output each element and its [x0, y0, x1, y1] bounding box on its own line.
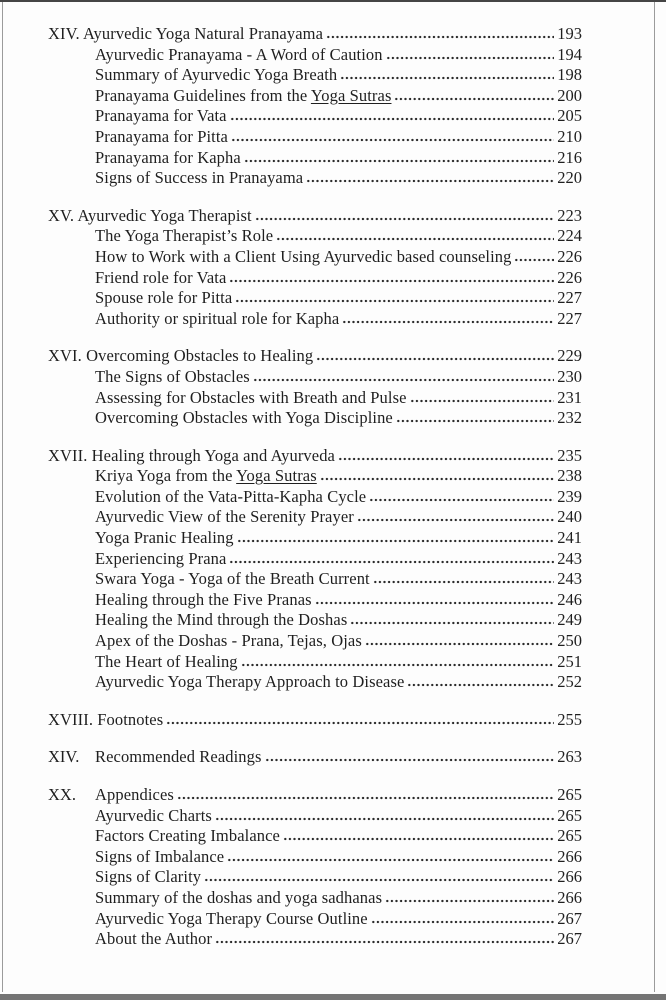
- page-number: 216: [557, 147, 582, 167]
- roman-numeral: XX.: [48, 785, 76, 804]
- toc-entry-title: How to Work with a Client Using Ayurvedic based counseling: [95, 246, 512, 266]
- toc-entry: [48, 610, 582, 631]
- toc-entry: [48, 867, 582, 888]
- toc-entry-title: Healing the Mind through the Doshas: [95, 610, 348, 630]
- dot-leader: [514, 258, 554, 262]
- page-number: 263: [557, 747, 582, 767]
- toc-entry: [48, 309, 582, 330]
- dot-leader: [369, 498, 554, 502]
- page-number: 226: [557, 267, 582, 287]
- toc-entry-title: The Signs of Obstacles: [95, 366, 250, 386]
- page-number: 249: [557, 610, 582, 630]
- page-number: 241: [557, 528, 582, 548]
- page-left-edge-line: [2, 2, 3, 992]
- toc-entry: [48, 631, 582, 652]
- toc-section: [48, 206, 582, 330]
- toc-entry: [48, 528, 582, 549]
- roman-numeral: XIV.: [48, 747, 80, 767]
- dot-leader: [365, 642, 554, 646]
- dot-leader: [215, 940, 554, 944]
- toc-entry-title: Spouse role for Pitta: [95, 288, 233, 308]
- page-number: 265: [557, 785, 582, 804]
- toc-entry-title: XV. Ayurvedic Yoga Therapist: [48, 205, 252, 225]
- page-right-edge-line: [654, 2, 655, 992]
- toc-entry: [48, 408, 582, 429]
- toc-entry: [48, 148, 582, 169]
- toc-entry: [48, 507, 582, 528]
- page-top-edge-line: [0, 0, 666, 2]
- page-number: 210: [557, 126, 582, 146]
- dot-leader: [410, 399, 554, 403]
- dot-leader: [357, 518, 554, 522]
- table-of-contents: [48, 24, 582, 950]
- toc-entry: [48, 106, 582, 127]
- toc-entry-title: Recommended Readings: [95, 747, 262, 767]
- toc-entry-title: Appendices: [95, 785, 174, 804]
- dot-leader: [385, 899, 554, 903]
- page-number: 243: [557, 548, 582, 568]
- page-number: 243: [557, 569, 582, 589]
- toc-section: [48, 24, 582, 189]
- dot-leader: [316, 357, 554, 361]
- toc-entry: [48, 847, 582, 868]
- page-number: 227: [557, 308, 582, 328]
- toc-entry: [48, 65, 582, 86]
- toc-entry: [48, 388, 582, 409]
- dot-leader: [394, 97, 554, 101]
- page-number: 238: [557, 466, 582, 486]
- toc-entry-title: Ayurvedic Yoga Therapy Course Outline: [95, 908, 368, 928]
- page-number: 227: [557, 288, 582, 308]
- dot-leader: [255, 217, 554, 221]
- toc-entry: [48, 672, 582, 693]
- toc-entry-title: Kriya Yoga from the Yoga Sutras: [95, 466, 317, 486]
- toc-entry: [48, 569, 582, 590]
- page-number: 251: [557, 651, 582, 671]
- toc-entry-title: Friend role for Vata: [95, 267, 227, 287]
- dot-leader: [265, 758, 554, 762]
- toc-entry: [48, 268, 582, 289]
- dot-leader: [342, 320, 554, 324]
- dot-leader: [320, 477, 554, 481]
- toc-section: [48, 710, 582, 731]
- page-number: 200: [557, 85, 582, 105]
- toc-entry: [48, 487, 582, 508]
- dot-leader: [215, 817, 554, 821]
- dot-leader: [244, 159, 554, 163]
- page-number: 220: [557, 168, 582, 188]
- page-number: 252: [557, 672, 582, 692]
- toc-entry: [48, 466, 582, 487]
- toc-entry: [48, 127, 582, 148]
- page-number: 235: [557, 445, 582, 465]
- toc-entry-title: Summary of Ayurvedic Yoga Breath: [95, 65, 338, 85]
- toc-entry-title: Swara Yoga - Yoga of the Breath Current: [95, 569, 370, 589]
- toc-section: [48, 446, 582, 693]
- toc-entry-title: Pranayama for Vata: [95, 106, 227, 126]
- dot-leader: [230, 117, 554, 121]
- toc-entry-title: Factors Creating Imbalance: [95, 826, 280, 846]
- toc-entry-title: Ayurvedic Charts: [95, 805, 212, 825]
- toc-entry-title: Assessing for Obstacles with Breath and Pulse: [95, 387, 407, 407]
- dot-leader: [340, 76, 554, 80]
- page-number: 239: [557, 486, 582, 506]
- dot-leader: [253, 378, 554, 382]
- dot-leader: [396, 419, 554, 423]
- toc-entry: [48, 652, 582, 673]
- toc-entry: [48, 747, 582, 768]
- toc-entry: [48, 288, 582, 309]
- toc-entry: [48, 929, 582, 950]
- dot-leader: [204, 878, 554, 882]
- toc-entry-title: Healing through the Five Pranas: [95, 589, 312, 609]
- dot-leader: [386, 56, 554, 60]
- dot-leader: [276, 237, 554, 241]
- page-number: 266: [557, 867, 582, 887]
- page-number: 224: [557, 226, 582, 246]
- page-number: 265: [557, 826, 582, 846]
- page-number: 223: [557, 205, 582, 225]
- toc-section: [48, 747, 582, 768]
- page-number: 246: [557, 589, 582, 609]
- toc-entry-title: Ayurvedic Pranayama - A Word of Caution: [95, 44, 383, 64]
- dot-leader: [371, 920, 554, 924]
- toc-entry: [48, 785, 582, 806]
- toc-entry-title: Yoga Pranic Healing: [95, 528, 234, 548]
- toc-entry-title: Pranayama for Kapha: [95, 147, 241, 167]
- toc-entry-title: XVI. Overcoming Obstacles to Healing: [48, 346, 314, 366]
- toc-entry-title: Ayurvedic Yoga Therapy Approach to Disease: [95, 672, 405, 692]
- page-number: 267: [557, 908, 582, 928]
- dot-leader: [373, 580, 554, 584]
- toc-entry: [48, 888, 582, 909]
- toc-entry: [48, 590, 582, 611]
- dot-leader: [306, 179, 554, 183]
- dot-leader: [315, 601, 554, 605]
- page-number: 265: [557, 805, 582, 825]
- toc-entry: [48, 346, 582, 367]
- toc-entry: [48, 247, 582, 268]
- page-number: 229: [557, 346, 582, 366]
- toc-entry-title: Authority or spiritual role for Kapha: [95, 308, 340, 328]
- page-number: 266: [557, 887, 582, 907]
- page-number: 267: [557, 929, 582, 949]
- toc-entry: [48, 206, 582, 227]
- dot-leader: [283, 837, 554, 841]
- dot-leader: [338, 457, 554, 461]
- toc-entry: [48, 45, 582, 66]
- dot-leader: [166, 721, 554, 725]
- toc-entry-title: Signs of Clarity: [95, 867, 202, 887]
- toc-entry-title: The Yoga Therapist’s Role: [95, 226, 274, 246]
- toc-entry-title: XIV. Ayurvedic Yoga Natural Pranayama: [48, 24, 323, 43]
- toc-entry: [48, 24, 582, 45]
- dot-leader: [407, 683, 554, 687]
- toc-entry: [48, 806, 582, 827]
- page-number: 231: [557, 387, 582, 407]
- dot-leader: [227, 858, 554, 862]
- page-number: 240: [557, 507, 582, 527]
- toc-entry-title: Pranayama for Pitta: [95, 126, 228, 146]
- toc-entry: [48, 168, 582, 189]
- page-number: 194: [557, 44, 582, 64]
- dot-leader: [235, 299, 554, 303]
- page-number: 193: [557, 24, 582, 43]
- toc-entry-title: Signs of Success in Pranayama: [95, 168, 304, 188]
- page-number: 232: [557, 408, 582, 428]
- toc-entry: [48, 909, 582, 930]
- toc-entry: [48, 226, 582, 247]
- dot-leader: [177, 796, 554, 800]
- toc-entry-title: Summary of the doshas and yoga sadhanas: [95, 887, 383, 907]
- dot-leader: [241, 663, 554, 667]
- toc-entry-title: XVIII. Footnotes: [48, 709, 164, 729]
- toc-entry-title: Pranayama Guidelines from the Yoga Sutras: [95, 85, 392, 105]
- dot-leader: [229, 560, 554, 564]
- page-bottom-edge-band: [0, 994, 666, 1000]
- toc-entry: [48, 826, 582, 847]
- toc-entry: [48, 549, 582, 570]
- page-number: 255: [557, 709, 582, 729]
- toc-entry-title: Experiencing Prana: [95, 548, 227, 568]
- dot-leader: [231, 138, 554, 142]
- toc-entry-title: Evolution of the Vata-Pitta-Kapha Cycle: [95, 486, 367, 506]
- dot-leader: [229, 279, 554, 283]
- toc-entry-title: Signs of Imbalance: [95, 846, 225, 866]
- toc-entry-title: Overcoming Obstacles with Yoga Discipline: [95, 408, 393, 428]
- toc-entry: [48, 86, 582, 107]
- toc-entry-title: Ayurvedic View of the Serenity Prayer: [95, 507, 354, 527]
- dot-leader: [237, 539, 554, 543]
- page-number: 250: [557, 631, 582, 651]
- page-number: 205: [557, 106, 582, 126]
- dot-leader: [326, 35, 554, 39]
- toc-entry: [48, 367, 582, 388]
- page-number: 198: [557, 65, 582, 85]
- toc-entry-title: XVII. Healing through Yoga and Ayurveda: [48, 445, 335, 465]
- toc-section: [48, 346, 582, 428]
- toc-entry: [48, 446, 582, 467]
- page-number: 226: [557, 246, 582, 266]
- toc-entry-title: Apex of the Doshas - Prana, Tejas, Ojas: [95, 631, 362, 651]
- toc-entry-title: The Heart of Healing: [95, 651, 238, 671]
- toc-entry-title: About the Author: [95, 929, 213, 949]
- dot-leader: [350, 621, 554, 625]
- toc-entry: [48, 710, 582, 731]
- page-number: 266: [557, 846, 582, 866]
- toc-section: [48, 785, 582, 950]
- page-number: 230: [557, 366, 582, 386]
